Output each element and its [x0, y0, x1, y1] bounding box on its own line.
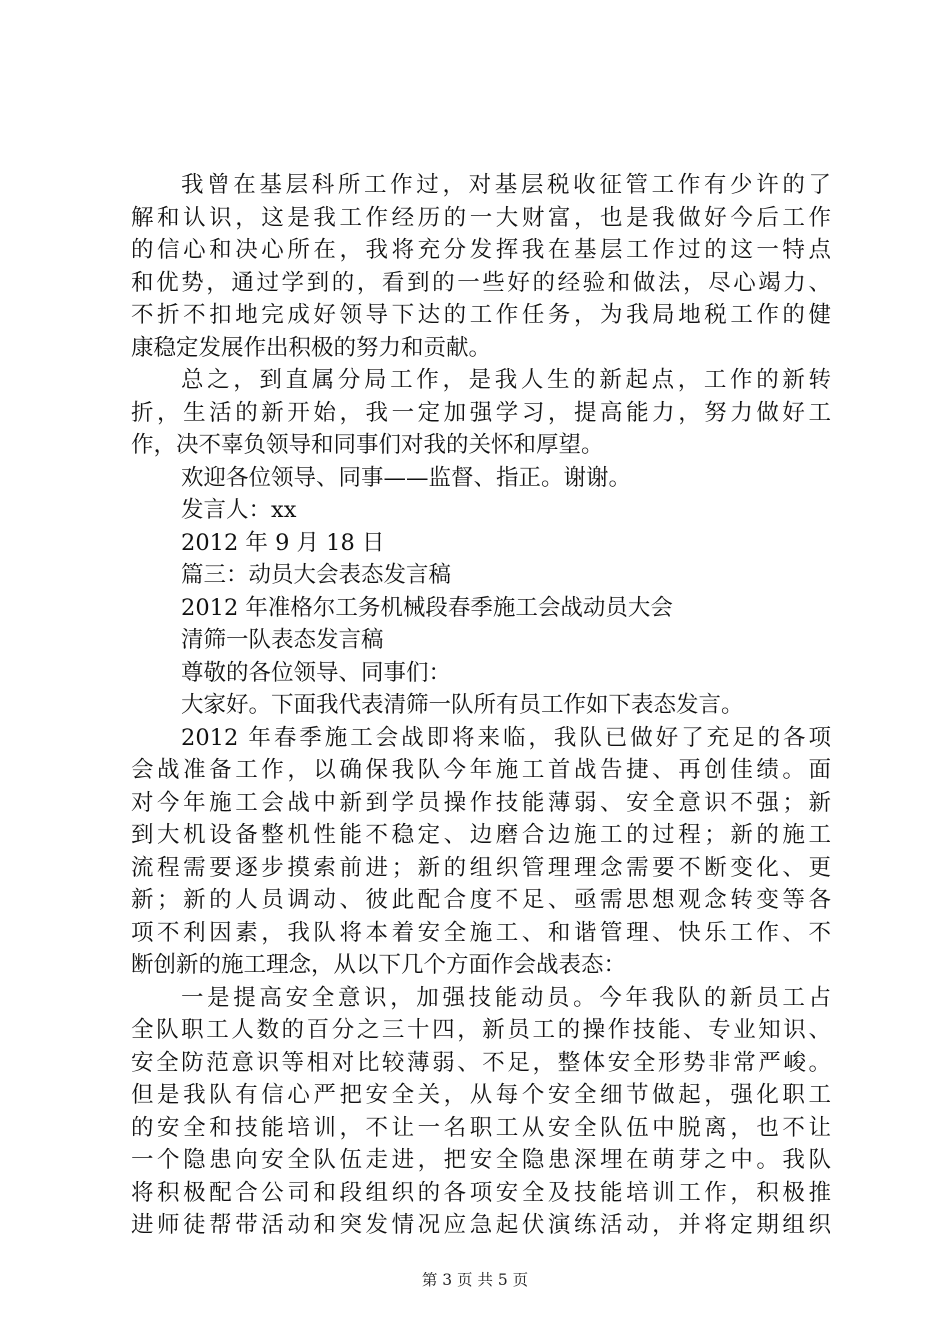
text-line: 2012 年 9 月 18 日 [181, 529, 385, 556]
text-line: 断创新的施工理念，从以下几个方面作会战表态： [131, 952, 627, 978]
text-line: 康稳定发展作出积极的努力和贡献。 [131, 334, 492, 361]
text-line: 发言人：xx [181, 497, 297, 523]
page-number-label: 第 3 页 共 5 页 [421, 1271, 529, 1289]
text-line: 到大机设备整机性能不稳定、边磨合边施工的过程；新的施工 [131, 822, 831, 848]
text-line: 的安全和技能培训，不让一名职工从安全队伍中脱离，也不让 [131, 1114, 831, 1141]
text-line: 会战准备工作，以确保我队今年施工首战告捷、再创佳绩。面 [131, 757, 831, 783]
text-line: 项不利因素，我队将本着安全施工、和谐管理、快乐工作、不 [131, 919, 831, 946]
text-line: 总之，到直属分局工作，是我人生的新起点，工作的新转 [181, 367, 831, 393]
text-line: 篇三：动员大会表态发言稿 [181, 562, 452, 588]
text-line: 和优势，通过学到的，看到的一些好的经验和做法，尽心竭力、 [131, 269, 831, 296]
text-line: 全队职工人数的百分之三十四，新员工的操作技能、专业知识、 [131, 1017, 831, 1043]
text-line: 尊敬的各位领导、同事们： [181, 659, 452, 686]
text-line: 我曾在基层科所工作过，对基层税收征管工作有少许的了 [181, 172, 831, 198]
text-line: 新；新的人员调动、彼此配合度不足、亟需思想观念转变等各 [131, 887, 831, 913]
text-line: 但是我队有信心严把安全关，从每个安全细节做起，强化职工 [131, 1082, 831, 1108]
text-line: 一个隐患向安全队伍走进，把安全隐患深埋在萌芽之中。我队 [131, 1147, 831, 1173]
text-line: 的信心和决心所在，我将充分发挥我在基层工作过的这一特点 [131, 237, 831, 263]
text-line: 一是提高安全意识，加强技能动员。今年我队的新员工占 [181, 984, 831, 1011]
text-line: 安全防范意识等相对比较薄弱、不足，整体安全形势非常严峻。 [131, 1049, 831, 1076]
text-line: 折，生活的新开始，我一定加强学习，提高能力，努力做好工 [131, 399, 831, 426]
text-line: 欢迎各位领导、同事——监督、指正。谢谢。 [181, 464, 632, 491]
text-line: 作，决不辜负领导和同事们对我的关怀和厚望。 [131, 432, 604, 458]
text-line: 2012 年准格尔工务机械段春季施工会战动员大会 [181, 594, 673, 621]
text-line: 2012 年春季施工会战即将来临，我队已做好了充足的各项 [181, 724, 831, 751]
text-line: 流程需要逐步摸索前进；新的组织管理理念需要不断变化、更 [131, 854, 831, 881]
text-line: 大家好。下面我代表清筛一队所有员工作如下表态发言。 [181, 692, 744, 718]
text-line: 将积极配合公司和段组织的各项安全及技能培训工作，积极推 [131, 1179, 831, 1206]
text-line: 清筛一队表态发言稿 [181, 627, 384, 653]
page-footer [0, 1270, 950, 1290]
text-line: 对今年施工会战中新到学员操作技能薄弱、安全意识不强；新 [131, 789, 831, 816]
text-line: 进师徒帮带活动和突发情况应急起伏演练活动，并将定期组织 [131, 1212, 831, 1238]
text-line: 不折不扣地完成好领导下达的工作任务，为我局地税工作的健 [131, 302, 831, 328]
text-line: 解和认识，这是我工作经历的一大财富，也是我做好今后工作 [131, 204, 831, 231]
document-body [131, 169, 831, 1242]
